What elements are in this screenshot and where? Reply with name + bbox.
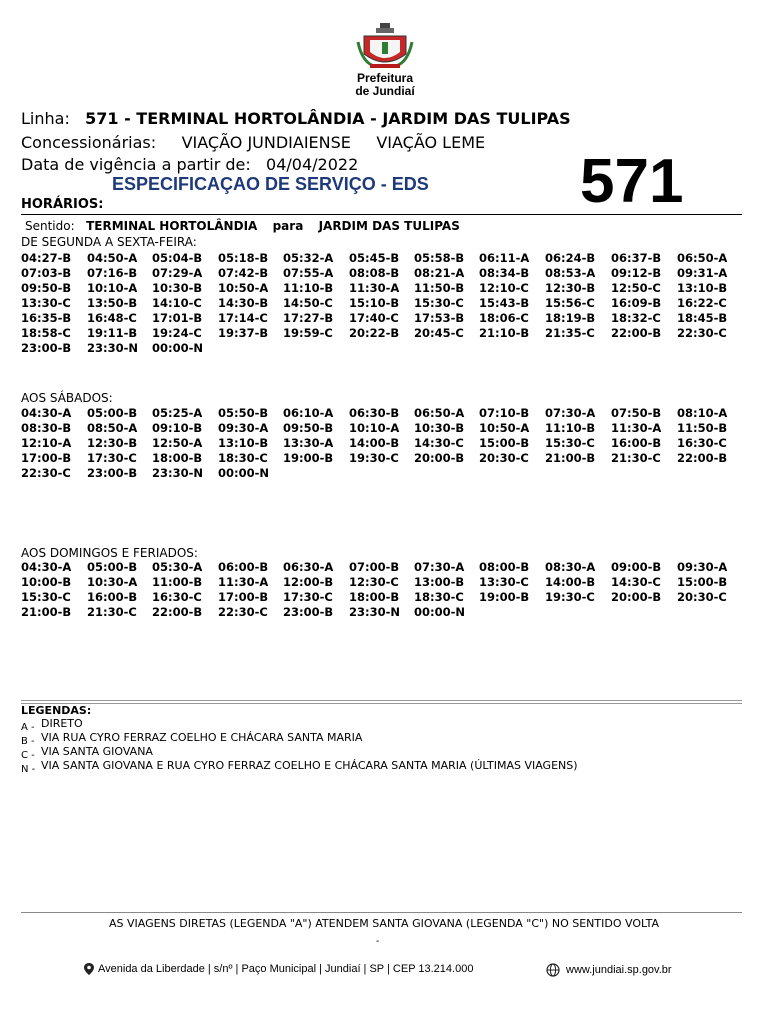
legend-code: C - <box>21 750 35 761</box>
footer-note: AS VIAGENS DIRETAS (LEGENDA "A") ATENDEM SANTA GIOVANA (LEGENDA "C") NO SENTIDO VOLTA <box>109 917 659 930</box>
departure-time: 08:30-B <box>21 421 72 435</box>
footer-dash: - <box>376 936 380 947</box>
org-name-line1: Prefeitura <box>356 71 414 85</box>
departure-time: 12:10-A <box>21 436 72 450</box>
departure-time: 16:48-C <box>87 311 137 325</box>
departure-time: 09:50-B <box>21 281 72 295</box>
direction-label: Sentido: <box>25 219 75 233</box>
legend-code: B - <box>21 736 35 747</box>
departure-time: 23:00-B <box>283 605 334 619</box>
validity-info <box>21 155 358 174</box>
departure-time: 18:00-B <box>349 590 400 604</box>
departure-time: 06:30-B <box>349 406 400 420</box>
departure-time: 09:10-B <box>152 421 203 435</box>
departure-time: 07:30-A <box>545 406 596 420</box>
departure-time: 19:00-B <box>283 451 334 465</box>
departure-time: 11:30-A <box>611 421 662 435</box>
departure-time: 12:30-C <box>349 575 399 589</box>
departure-time: 06:50-A <box>414 406 465 420</box>
departure-time: 16:22-C <box>677 296 727 310</box>
departure-time: 16:30-C <box>152 590 202 604</box>
departure-time: 09:30-A <box>218 421 269 435</box>
departure-time: 08:08-B <box>349 266 400 280</box>
departure-time: 11:30-A <box>218 575 269 589</box>
line-value: 571 - TERMINAL HORTOLÂNDIA - JARDIM DAS TULIPAS <box>85 109 571 128</box>
departure-time: 14:50-C <box>283 296 333 310</box>
departure-time: 19:30-C <box>349 451 399 465</box>
departure-time: 04:30-A <box>21 560 72 574</box>
departure-time: 00:00-N <box>152 341 204 355</box>
departure-time: 05:25-A <box>152 406 203 420</box>
departure-time: 05:30-A <box>152 560 203 574</box>
departure-time: 11:10-B <box>283 281 334 295</box>
departure-time: 17:14-C <box>218 311 268 325</box>
departure-time: 14:30-C <box>611 575 661 589</box>
departure-time: 08:10-A <box>677 406 728 420</box>
departure-time: 23:30-N <box>152 466 204 480</box>
sunday-section-title: AOS DOMINGOS E FERIADOS: <box>21 546 198 560</box>
departure-time: 21:30-C <box>87 605 137 619</box>
operators-info <box>21 133 485 152</box>
legend-text: VIA RUA CYRO FERRAZ COELHO E CHÁCARA SANTA MARIA <box>41 731 363 744</box>
departure-time: 10:50-A <box>218 281 269 295</box>
schedules-heading: HORÁRIOS: <box>21 197 104 212</box>
departure-time: 15:30-C <box>414 296 464 310</box>
departure-time: 18:30-C <box>218 451 268 465</box>
departure-time: 10:50-A <box>479 421 530 435</box>
departure-time: 08:30-A <box>545 560 596 574</box>
departure-time: 11:50-B <box>677 421 728 435</box>
departure-time: 11:30-A <box>349 281 400 295</box>
departure-time: 10:00-B <box>21 575 72 589</box>
departure-time: 17:40-C <box>349 311 399 325</box>
departure-time: 21:00-B <box>21 605 72 619</box>
departure-time: 19:59-C <box>283 326 333 340</box>
departure-time: 18:45-B <box>677 311 728 325</box>
location-pin-icon <box>84 963 94 975</box>
legend-divider-bottom <box>21 703 742 704</box>
direction-from: TERMINAL HORTOLÂNDIA <box>86 219 258 233</box>
departure-time: 16:35-B <box>21 311 72 325</box>
departure-time: 16:00-B <box>87 590 138 604</box>
departure-time: 07:42-B <box>218 266 269 280</box>
org-name-line2: de Jundiaí <box>355 84 415 98</box>
departure-time: 22:30-C <box>677 326 727 340</box>
departure-time: 19:30-C <box>545 590 595 604</box>
departure-time: 18:00-B <box>152 451 203 465</box>
departure-time: 20:00-B <box>414 451 465 465</box>
departure-time: 06:50-A <box>677 251 728 265</box>
footer-divider <box>21 912 742 913</box>
departure-time: 12:30-B <box>87 436 138 450</box>
footer-website[interactable] <box>546 963 672 977</box>
departure-time: 07:03-B <box>21 266 72 280</box>
departure-time: 22:00-B <box>611 326 662 340</box>
legend-item <box>21 717 83 733</box>
departure-time: 17:30-C <box>283 590 333 604</box>
departure-time: 18:32-C <box>611 311 661 325</box>
departure-time: 20:30-C <box>479 451 529 465</box>
departure-time: 05:32-A <box>283 251 334 265</box>
departure-time: 05:04-B <box>152 251 203 265</box>
direction-info <box>25 219 460 233</box>
departure-time: 18:30-C <box>414 590 464 604</box>
departure-time: 20:45-C <box>414 326 464 340</box>
legend-title: LEGENDAS: <box>21 704 92 717</box>
departure-time: 15:30-C <box>545 436 595 450</box>
departure-time: 05:00-B <box>87 560 138 574</box>
departure-time: 07:50-B <box>611 406 662 420</box>
departure-time: 00:00-N <box>218 466 270 480</box>
legend-divider-top <box>21 700 742 701</box>
departure-time: 17:30-C <box>87 451 137 465</box>
globe-icon <box>546 963 560 977</box>
departure-time: 06:30-A <box>283 560 334 574</box>
departure-time: 12:00-B <box>283 575 334 589</box>
departure-time: 20:30-C <box>677 590 727 604</box>
departure-time: 10:30-A <box>87 575 138 589</box>
departure-time: 23:30-N <box>87 341 139 355</box>
departure-time: 13:10-B <box>218 436 269 450</box>
departure-time: 17:01-B <box>152 311 203 325</box>
departure-time: 14:10-C <box>152 296 202 310</box>
departure-time: 04:50-A <box>87 251 138 265</box>
departure-time: 18:58-C <box>21 326 71 340</box>
departure-time: 15:00-B <box>677 575 728 589</box>
departure-time: 22:00-B <box>677 451 728 465</box>
departure-time: 13:30-C <box>479 575 529 589</box>
legend-code: A - <box>21 722 35 733</box>
legend-text: VIA SANTA GIOVANA <box>41 745 153 758</box>
departure-time: 09:31-A <box>677 266 728 280</box>
legend-text: DIRETO <box>41 717 83 730</box>
departure-time: 13:30-C <box>21 296 71 310</box>
departure-time: 10:10-A <box>87 281 138 295</box>
departure-time: 05:45-B <box>349 251 400 265</box>
departure-time: 06:37-B <box>611 251 662 265</box>
divider <box>21 214 742 215</box>
departure-time: 17:00-B <box>21 451 72 465</box>
departure-time: 15:00-B <box>479 436 530 450</box>
prefeitura-logo <box>345 22 425 98</box>
validity-label: Data de vigência a partir de: <box>21 155 251 174</box>
departure-time: 09:00-B <box>611 560 662 574</box>
departure-time: 11:50-B <box>414 281 465 295</box>
departure-time: 16:00-B <box>611 436 662 450</box>
departure-time: 10:30-B <box>414 421 465 435</box>
departure-time: 07:30-A <box>414 560 465 574</box>
departure-time: 19:00-B <box>479 590 530 604</box>
weekday-section-title: DE SEGUNDA A SEXTA-FEIRA: <box>21 235 197 249</box>
departure-time: 12:50-C <box>611 281 661 295</box>
line-label: Linha: <box>21 109 70 128</box>
departure-time: 13:00-B <box>414 575 465 589</box>
direction-para: para <box>272 219 304 233</box>
departure-time: 09:30-A <box>677 560 728 574</box>
departure-time: 05:18-B <box>218 251 269 265</box>
legend-item <box>21 759 578 775</box>
departure-time: 09:12-B <box>611 266 662 280</box>
departure-time: 04:27-B <box>21 251 72 265</box>
departure-time: 21:00-B <box>545 451 596 465</box>
departure-time: 10:30-B <box>152 281 203 295</box>
departure-time: 06:11-A <box>479 251 530 265</box>
departure-time: 14:30-B <box>218 296 269 310</box>
departure-time: 06:00-B <box>218 560 269 574</box>
direction-to: JARDIM DAS TULIPAS <box>318 219 460 233</box>
departure-time: 08:21-A <box>414 266 465 280</box>
departure-time: 17:00-B <box>218 590 269 604</box>
address-text: Avenida da Liberdade | s/nº | Paço Municipal | Jundiaí | SP | CEP 13.214.000 <box>98 963 474 975</box>
legend-item <box>21 731 363 747</box>
departure-time: 07:10-B <box>479 406 530 420</box>
departure-time: 22:30-C <box>218 605 268 619</box>
validity-date: 04/04/2022 <box>266 155 359 174</box>
city-crest-icon <box>356 22 414 70</box>
operator-2: VIAÇÃO LEME <box>376 133 486 152</box>
legend-item <box>21 745 153 761</box>
departure-time: 11:10-B <box>545 421 596 435</box>
departure-time: 21:10-B <box>479 326 530 340</box>
departure-time: 08:00-B <box>479 560 530 574</box>
departure-time: 23:00-B <box>21 341 72 355</box>
departure-time: 18:19-B <box>545 311 596 325</box>
departure-time: 12:50-A <box>152 436 203 450</box>
departure-time: 11:00-B <box>152 575 203 589</box>
departure-time: 10:10-A <box>349 421 400 435</box>
departure-time: 05:58-B <box>414 251 465 265</box>
departure-time: 15:43-B <box>479 296 530 310</box>
line-info <box>21 109 571 128</box>
departure-time: 15:10-B <box>349 296 400 310</box>
departure-time: 14:30-C <box>414 436 464 450</box>
website-link[interactable]: www.jundiai.sp.gov.br <box>566 964 672 976</box>
departure-time: 08:53-A <box>545 266 596 280</box>
departure-time: 23:30-N <box>349 605 401 619</box>
departure-time: 07:55-A <box>283 266 334 280</box>
operator-1: VIAÇÃO JUNDIAIENSE <box>181 133 351 152</box>
departure-time: 17:27-B <box>283 311 334 325</box>
line-number: 571 <box>580 147 684 216</box>
departure-time: 21:35-C <box>545 326 595 340</box>
departure-time: 20:22-B <box>349 326 400 340</box>
departure-time: 14:00-B <box>545 575 596 589</box>
departure-time: 05:00-B <box>87 406 138 420</box>
departure-time: 06:24-B <box>545 251 596 265</box>
departure-time: 19:37-B <box>218 326 269 340</box>
departure-time: 06:10-A <box>283 406 334 420</box>
departure-time: 22:30-C <box>21 466 71 480</box>
departure-time: 23:00-B <box>87 466 138 480</box>
departure-time: 13:50-B <box>87 296 138 310</box>
departure-time: 13:10-B <box>677 281 728 295</box>
footer-address <box>84 963 473 975</box>
departure-time: 07:00-B <box>349 560 400 574</box>
departure-time: 08:50-A <box>87 421 138 435</box>
departure-time: 21:30-C <box>611 451 661 465</box>
departure-time: 15:30-C <box>21 590 71 604</box>
org-name <box>345 72 425 98</box>
departure-time: 22:00-B <box>152 605 203 619</box>
service-spec-title: ESPECIFICAÇAO DE SERVIÇO - EDS <box>112 174 429 194</box>
legend-text: VIA SANTA GIOVANA E RUA CYRO FERRAZ COELHO E CHÁCARA SANTA MARIA (ÚLTIMAS VIAGENS) <box>41 759 578 772</box>
operators-label: Concessionárias: <box>21 133 157 152</box>
departure-time: 19:24-C <box>152 326 202 340</box>
departure-time: 07:29-A <box>152 266 203 280</box>
departure-time: 18:06-C <box>479 311 529 325</box>
departure-time: 00:00-N <box>414 605 466 619</box>
legend-code: N - <box>21 764 36 775</box>
departure-time: 12:30-B <box>545 281 596 295</box>
departure-time: 15:56-C <box>545 296 595 310</box>
departure-time: 20:00-B <box>611 590 662 604</box>
departure-time: 16:30-C <box>677 436 727 450</box>
saturday-section-title: AOS SÁBADOS: <box>21 391 113 405</box>
departure-time: 17:53-B <box>414 311 465 325</box>
departure-time: 16:09-B <box>611 296 662 310</box>
departure-time: 09:50-B <box>283 421 334 435</box>
departure-time: 07:16-B <box>87 266 138 280</box>
departure-time: 05:50-B <box>218 406 269 420</box>
departure-time: 14:00-B <box>349 436 400 450</box>
departure-time: 12:10-C <box>479 281 529 295</box>
departure-time: 08:34-B <box>479 266 530 280</box>
departure-time: 19:11-B <box>87 326 138 340</box>
departure-time: 13:30-A <box>283 436 334 450</box>
departure-time: 04:30-A <box>21 406 72 420</box>
